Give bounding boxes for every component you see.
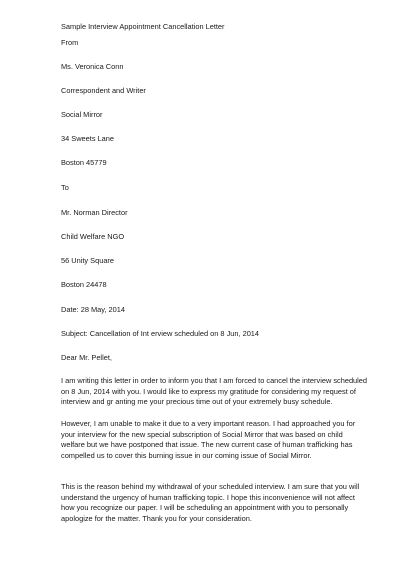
- body-paragraph: [61, 419, 356, 462]
- paragraph-line: understand the urgency of human trafficking topic. I hope this inconvenience will not affect: [61, 492, 355, 502]
- sender-city: Boston 45779: [61, 158, 107, 167]
- body-paragraph: [61, 376, 368, 408]
- from-label: From: [61, 38, 79, 47]
- to-label: To: [61, 183, 69, 192]
- paragraph-line: I am writing this letter in order to inform you that I am forced to cancel the interview scheduled: [61, 376, 368, 385]
- paragraph-line: welfare but we have postponed that issue. The new current case of human trafficking has: [61, 440, 353, 450]
- letter-date: Date: 28 May, 2014: [61, 305, 125, 314]
- paragraph-line: on 8 Jun, 2014 with you. I would like to express my gratitude for considering my request of: [61, 386, 356, 396]
- paragraph-line: apologize for the matter. Thank you for your consideration.: [61, 514, 252, 524]
- recipient-organization: Child Welfare NGO: [61, 232, 125, 241]
- sender-company: Social Mirror: [61, 110, 103, 119]
- paragraph-line: how you recognize our paper. I will be scheduling an appointment with you to personally: [61, 503, 349, 513]
- paragraph-line: compelled us to cover this burning issue in our coming issue of Social Mirror.: [61, 451, 312, 461]
- salutation: Dear Mr. Pellet,: [61, 353, 112, 362]
- sender-name: Ms. Veronica Conn: [61, 62, 124, 71]
- letter-title: Sample Interview Appointment Cancellation Letter: [61, 22, 225, 31]
- body-paragraph: [61, 482, 360, 525]
- paragraph-line: This is the reason behind my withdrawal of your scheduled interview. I am sure that you will: [61, 482, 360, 491]
- sender-position: Correspondent and Writer: [61, 86, 146, 95]
- paragraph-line: However, I am unable to make it due to a very important reason. I had approached you for: [61, 419, 356, 428]
- recipient-city: Boston 24478: [61, 280, 107, 289]
- recipient-name: Mr. Norman Director: [61, 208, 128, 217]
- paragraph-line: interview and gr anting me your precious time out of your extremely busy schedule.: [61, 397, 333, 407]
- recipient-street: 56 Unity Square: [61, 256, 114, 265]
- letter-subject: Subject: Cancellation of Int erview scheduled on 8 Jun, 2014: [61, 329, 260, 338]
- sender-street: 34 Sweets Lane: [61, 134, 115, 143]
- paragraph-line: your interview for the new special subscription of Social Mirror that was based on child: [61, 429, 343, 439]
